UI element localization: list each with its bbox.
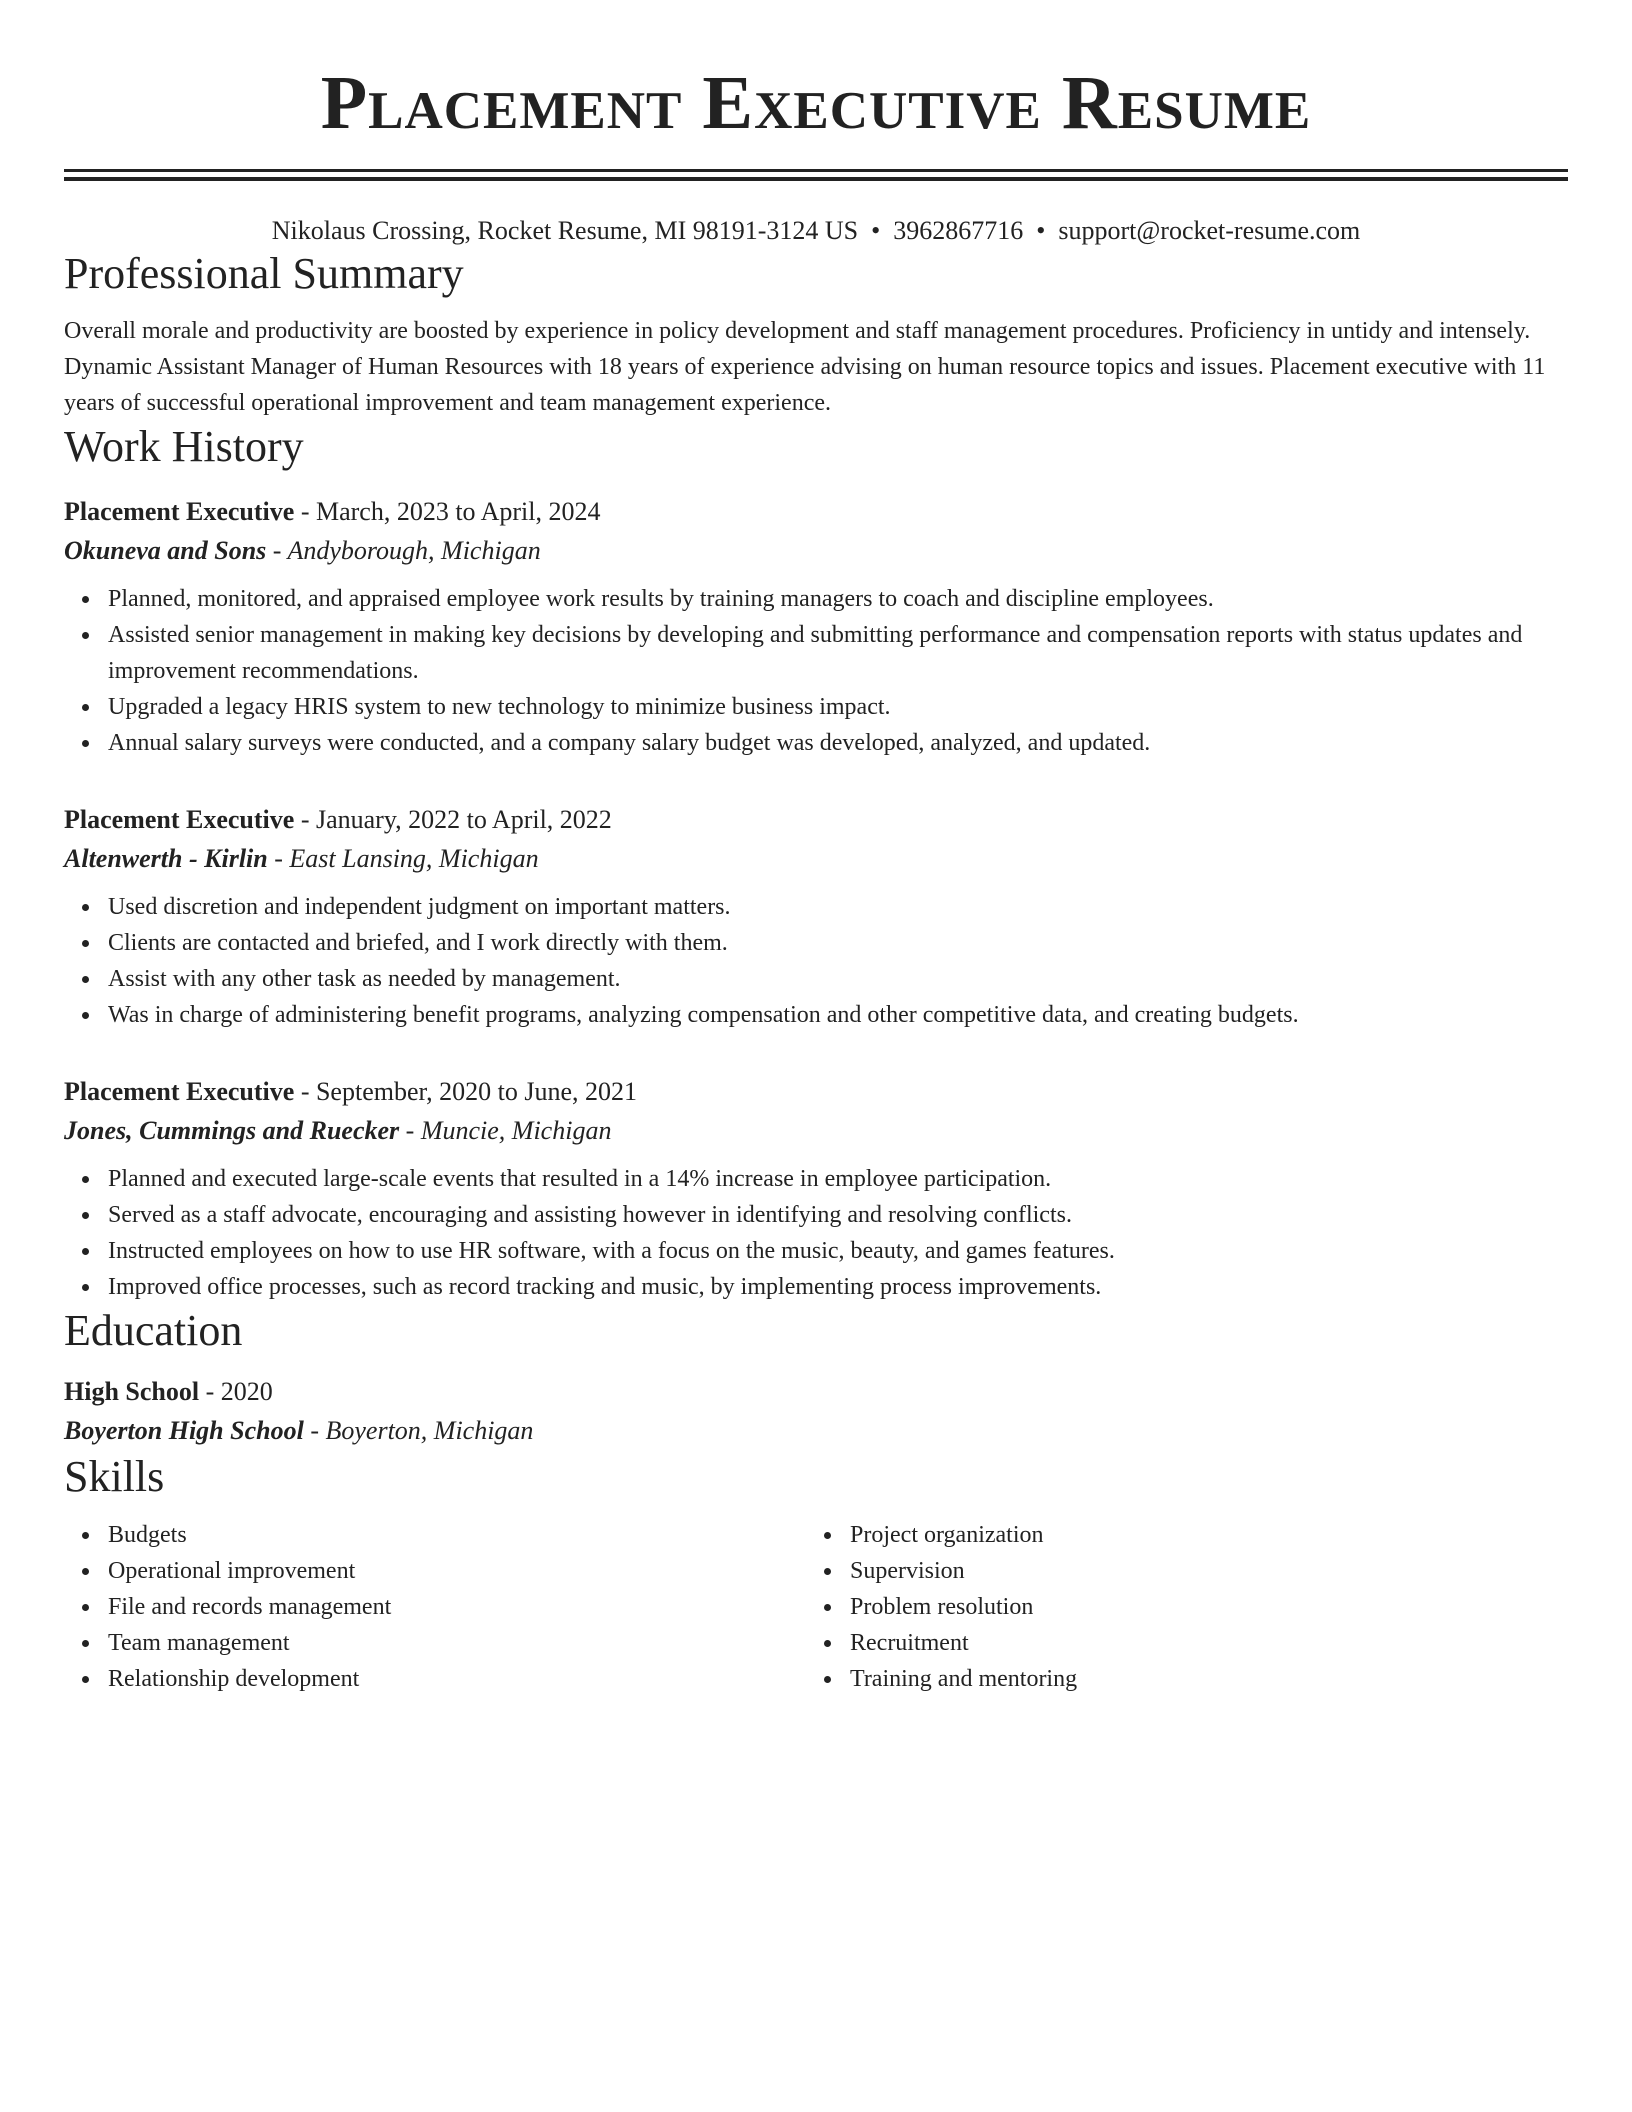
job-bullet: Used discretion and independent judgment on important matters.: [108, 889, 1568, 925]
job-dates: - September, 2020 to June, 2021: [294, 1077, 637, 1106]
skill-item: Budgets: [108, 1517, 806, 1553]
job-company: Altenwerth - Kirlin: [64, 844, 268, 873]
education-entry: [64, 1373, 1568, 1451]
skill-item: Recruitment: [850, 1625, 1548, 1661]
education-degree: High School: [64, 1377, 200, 1406]
job-bullets: [64, 581, 1568, 761]
skill-item: Operational improvement: [108, 1553, 806, 1589]
job-company-line: [64, 531, 1568, 571]
title-divider: [64, 169, 1568, 181]
job-bullet: Assist with any other task as needed by management.: [108, 961, 1568, 997]
education-school: Boyerton High School: [64, 1416, 304, 1445]
skills-column-right: [806, 1517, 1548, 1697]
contact-email: support@rocket-resume.com: [1058, 216, 1361, 245]
skills-heading: Skills: [64, 1452, 165, 1501]
skills-columns: [64, 1517, 1568, 1697]
skill-item: File and records management: [108, 1589, 806, 1625]
work-history-heading: Work History: [64, 422, 304, 471]
job-dates: - January, 2022 to April, 2022: [294, 805, 612, 834]
job-entry: [64, 1073, 1568, 1305]
job-bullet: Instructed employees on how to use HR software, with a focus on the music, beauty, and games features.: [108, 1233, 1568, 1269]
education-year: - 2020: [199, 1377, 273, 1406]
contact-phone: 3962867716: [893, 216, 1024, 245]
job-bullets: [64, 889, 1568, 1033]
job-company-line: [64, 1111, 1568, 1151]
job-location: - East Lansing, Michigan: [267, 844, 539, 873]
job-bullets: [64, 1161, 1568, 1305]
job-company: Jones, Cummings and Ruecker: [64, 1116, 400, 1145]
skill-item: Team management: [108, 1625, 806, 1661]
job-location: - Muncie, Michigan: [399, 1116, 612, 1145]
skills-column-left: [64, 1517, 806, 1697]
skills-list-left: [64, 1517, 806, 1697]
job-bullet: Planned, monitored, and appraised employee work results by training managers to coach and discipline employees.: [108, 581, 1568, 617]
job-title-line: [64, 801, 1568, 839]
job-title: Placement Executive: [64, 805, 295, 834]
contact-separator: •: [1036, 216, 1046, 245]
job-company-line: [64, 839, 1568, 879]
summary-text: Overall morale and productivity are boosted by experience in policy development and staff management procedures. Proficiency in untidy and intensely. Dynamic Assistant Manager of Human Resources with 18 years of experience advising on human resource topics and issues. Placement executive with 11 years of successful operational improvement and team management experience.: [64, 318, 1546, 416]
resume-title: Placement Executive Resume: [320, 61, 1312, 145]
job-bullet: Assisted senior management in making key decisions by developing and submitting performance and compensation reports with status updates and improvement recommendations.: [108, 617, 1568, 689]
job-entry: [64, 801, 1568, 1033]
job-bullet: Annual salary surveys were conducted, and a company salary budget was developed, analyzed, and updated.: [108, 725, 1568, 761]
job-bullet: Clients are contacted and briefed, and I work directly with them.: [108, 925, 1568, 961]
job-bullet: Served as a staff advocate, encouraging and assisting however in identifying and resolving conflicts.: [108, 1197, 1568, 1233]
skill-item: Problem resolution: [850, 1589, 1548, 1625]
job-title: Placement Executive: [64, 497, 295, 526]
job-bullet: Planned and executed large-scale events that resulted in a 14% increase in employee participation.: [108, 1161, 1568, 1197]
job-bullet: Improved office processes, such as record tracking and music, by implementing process improvements.: [108, 1269, 1568, 1305]
job-dates: - March, 2023 to April, 2024: [294, 497, 601, 526]
skills-list-right: [806, 1517, 1548, 1697]
job-title-line: [64, 493, 1568, 531]
job-entry: [64, 493, 1568, 761]
skill-item: Project organization: [850, 1517, 1548, 1553]
education-degree-line: [64, 1373, 1568, 1411]
skill-item: Training and mentoring: [850, 1661, 1548, 1697]
skill-item: Relationship development: [108, 1661, 806, 1697]
contact-address: Nikolaus Crossing, Rocket Resume, MI 98191-3124 US: [271, 216, 859, 245]
education-location: - Boyerton, Michigan: [303, 1416, 534, 1445]
contact-line: [64, 214, 1568, 248]
job-title-line: [64, 1073, 1568, 1111]
education-heading: Education: [64, 1306, 243, 1355]
education-school-line: [64, 1411, 1568, 1451]
skill-item: Supervision: [850, 1553, 1548, 1589]
job-location: - Andyborough, Michigan: [266, 536, 541, 565]
contact-separator: •: [871, 216, 881, 245]
job-title: Placement Executive: [64, 1077, 295, 1106]
job-company: Okuneva and Sons: [64, 536, 267, 565]
job-bullet: Was in charge of administering benefit programs, analyzing compensation and other competitive data, and creating budgets.: [108, 997, 1568, 1033]
job-bullet: Upgraded a legacy HRIS system to new technology to minimize business impact.: [108, 689, 1568, 725]
summary-heading: Professional Summary: [64, 249, 464, 298]
